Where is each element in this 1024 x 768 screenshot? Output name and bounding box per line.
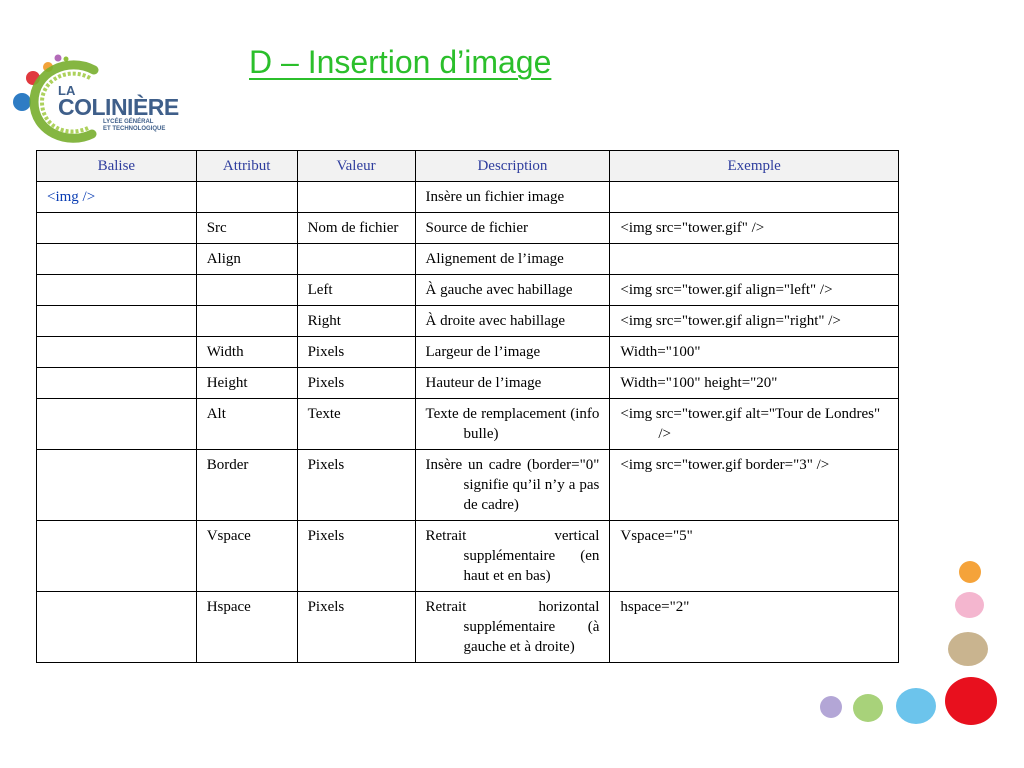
decorative-dot-lavender	[820, 696, 842, 718]
cell-exemple-text: <img src="tower.gif" />	[620, 220, 765, 236]
table-header-row	[37, 151, 899, 182]
cell-balise	[37, 521, 197, 592]
decorative-dot-green	[853, 694, 883, 722]
cell-description	[415, 306, 610, 337]
table-row	[37, 399, 899, 450]
cell-exemple	[610, 182, 899, 213]
cell-description	[415, 213, 610, 244]
table-row	[37, 521, 899, 592]
table-row	[37, 244, 899, 275]
cell-attribut	[196, 182, 297, 213]
cell-exemple	[610, 213, 899, 244]
table-row	[37, 450, 899, 521]
cell-description-text: Largeur de l’image	[425, 344, 541, 360]
cell-attribut: Height	[196, 368, 297, 399]
cell-balise	[37, 592, 197, 663]
page-title: D – Insertion d’image	[249, 44, 552, 80]
cell-balise	[37, 450, 197, 521]
cell-description	[415, 521, 610, 592]
decorative-dot-blue	[896, 688, 936, 724]
cell-balise: <img />	[37, 182, 197, 213]
cell-balise	[37, 244, 197, 275]
cell-balise	[37, 306, 197, 337]
cell-exemple: hspace="2"	[610, 592, 899, 663]
cell-exemple	[610, 275, 899, 306]
cell-exemple: Width="100"	[610, 337, 899, 368]
cell-valeur: Texte	[297, 399, 415, 450]
cell-exemple	[610, 399, 899, 450]
cell-description	[415, 244, 610, 275]
cell-description-text: Texte de remplacement (info bulle)	[425, 406, 600, 442]
table-row	[37, 275, 899, 306]
cell-description-text: Retrait horizontal supplémentaire (à gauche et à droite)	[425, 599, 600, 655]
cell-description	[415, 182, 610, 213]
cell-description-text: Hauteur de l’image	[425, 375, 542, 391]
logo-subtitle-line1: LYCÉE GÉNÉRAL	[103, 119, 154, 125]
cell-exemple	[610, 244, 899, 275]
table-row	[37, 337, 899, 368]
cell-attribut: Vspace	[196, 521, 297, 592]
table-row	[37, 592, 899, 663]
cell-description	[415, 450, 610, 521]
cell-description-text: À gauche avec habillage	[425, 282, 573, 298]
cell-exemple	[610, 450, 899, 521]
cell-description	[415, 275, 610, 306]
cell-attribut: Align	[196, 244, 297, 275]
cell-balise	[37, 213, 197, 244]
cell-description	[415, 399, 610, 450]
cell-description-text: À droite avec habillage	[425, 313, 566, 329]
cell-valeur: Right	[297, 306, 415, 337]
decorative-dot-tan	[948, 632, 988, 666]
table-row	[37, 306, 899, 337]
table-row	[37, 368, 899, 399]
column-header-exemple: Exemple	[610, 151, 899, 182]
decorative-dot-orange	[959, 561, 981, 583]
cell-valeur: Left	[297, 275, 415, 306]
cell-balise	[37, 368, 197, 399]
cell-attribut: Src	[196, 213, 297, 244]
decorative-dot-red	[945, 677, 997, 725]
attribute-table	[36, 150, 899, 663]
cell-attribut	[196, 306, 297, 337]
cell-attribut: Alt	[196, 399, 297, 450]
decorative-dot-pink	[955, 592, 984, 618]
cell-valeur	[297, 182, 415, 213]
cell-valeur: Pixels	[297, 521, 415, 592]
cell-description	[415, 592, 610, 663]
cell-exemple-text: <img src="tower.gif align="left" />	[620, 282, 833, 298]
cell-valeur: Pixels	[297, 368, 415, 399]
column-header-attribut: Attribut	[196, 151, 297, 182]
cell-balise	[37, 337, 197, 368]
cell-valeur-text: Nom de fichier	[307, 220, 399, 236]
cell-attribut	[196, 275, 297, 306]
cell-description-text: Insère un cadre (border="0" signifie qu’il n’y a pas de cadre)	[425, 457, 600, 513]
cell-description-text: Source de fichier	[425, 220, 528, 236]
table-row	[37, 213, 899, 244]
cell-valeur	[297, 244, 415, 275]
table-row	[37, 182, 899, 213]
cell-valeur: Pixels	[297, 592, 415, 663]
logo-text-coliniere: COLINIÈRE	[58, 94, 179, 120]
cell-description-text: Alignement de l’image	[425, 251, 564, 267]
column-header-balise: Balise	[37, 151, 197, 182]
column-header-description: Description	[415, 151, 610, 182]
cell-valeur: Pixels	[297, 337, 415, 368]
cell-exemple-text: <img src="tower.gif alt="Tour de Londres" />	[620, 406, 881, 442]
cell-balise	[37, 399, 197, 450]
cell-balise	[37, 275, 197, 306]
logo-subtitle-line2: ET TECHNOLOGIQUE	[103, 125, 166, 132]
cell-valeur	[297, 213, 415, 244]
cell-valeur: Pixels	[297, 450, 415, 521]
cell-attribut: Border	[196, 450, 297, 521]
cell-exemple: Width="100" height="20"	[610, 368, 899, 399]
cell-attribut: Hspace	[196, 592, 297, 663]
school-logo	[8, 50, 178, 150]
cell-exemple	[610, 306, 899, 337]
logo-text-la: LA	[58, 83, 76, 98]
cell-description-text: Insère un fichier image	[425, 189, 565, 205]
cell-exemple-text: <img src="tower.gif align="right" />	[620, 313, 841, 329]
cell-description	[415, 337, 610, 368]
cell-description-text: Retrait vertical supplémentaire (en haut et en bas)	[425, 528, 600, 584]
cell-attribut: Width	[196, 337, 297, 368]
column-header-valeur: Valeur	[297, 151, 415, 182]
cell-exemple: Vspace="5"	[610, 521, 899, 592]
cell-exemple-text: <img src="tower.gif border="3" />	[620, 457, 830, 473]
cell-description	[415, 368, 610, 399]
logo-text-subtitle	[103, 119, 183, 132]
